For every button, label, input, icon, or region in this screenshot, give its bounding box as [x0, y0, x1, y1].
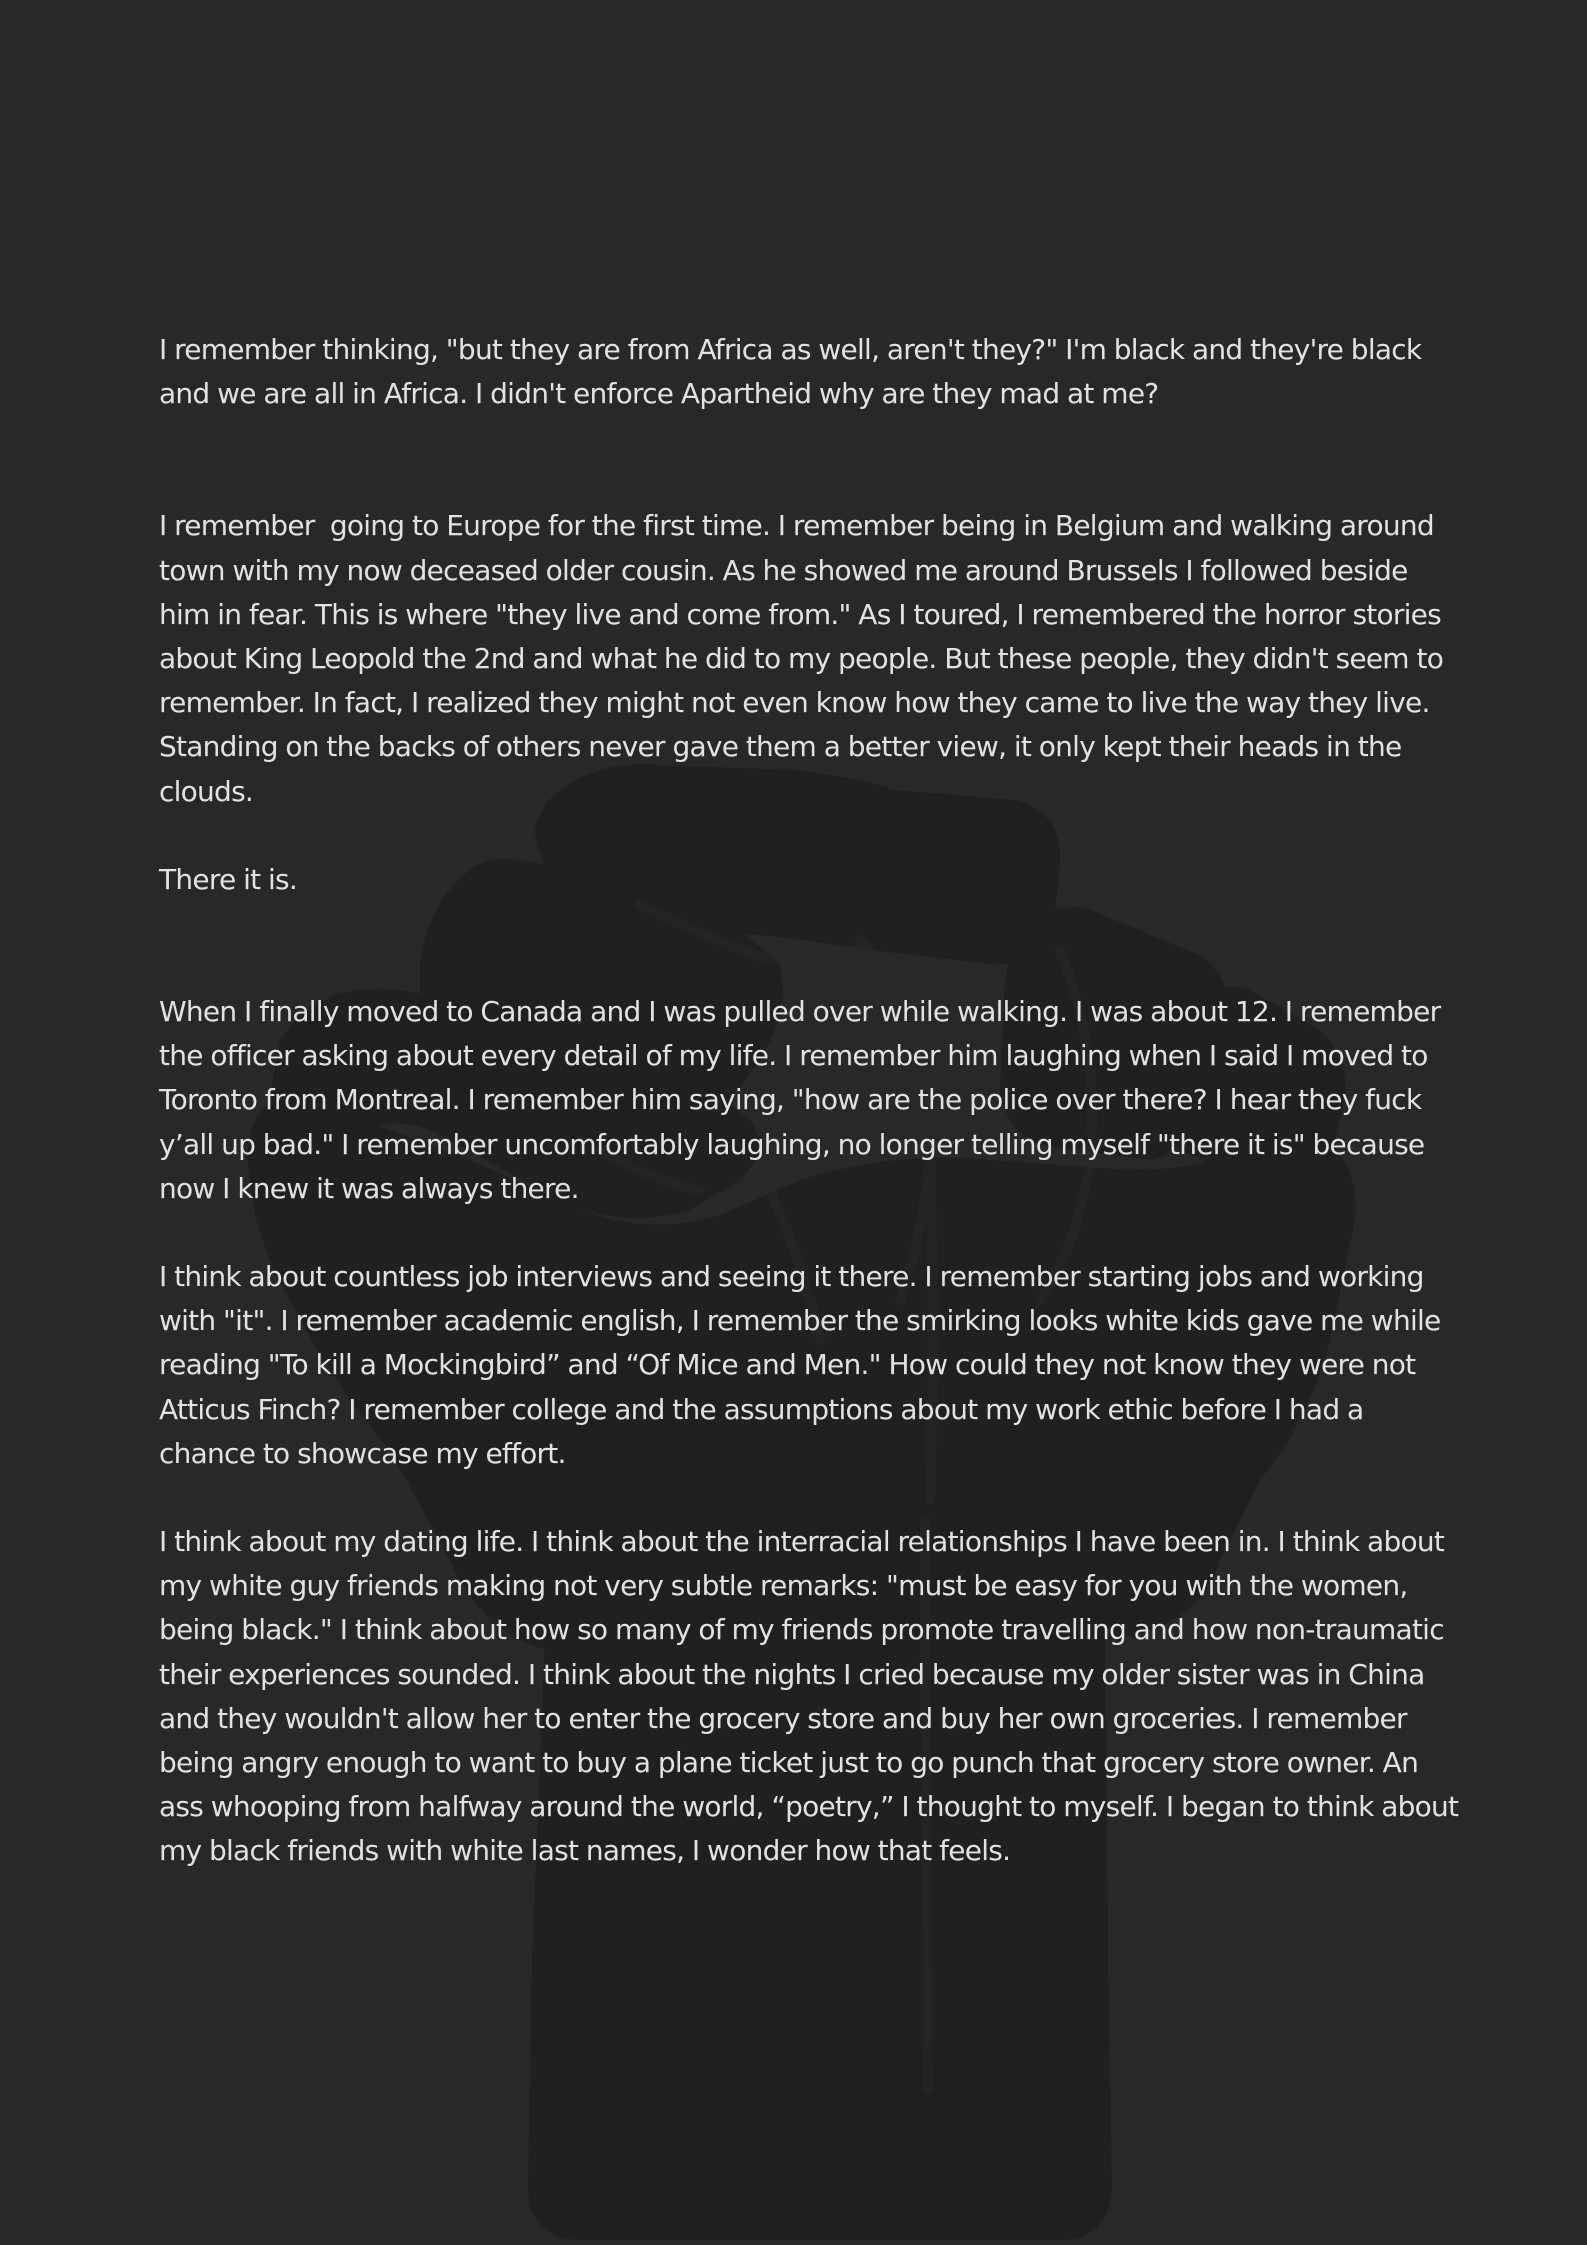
paragraph-job-interviews: I think about countless job interviews and seeing it there. I remember starting jobs and working with "it". I remember academic english, I remember the smirking looks white kids gave me while reading "To kill a Mockingbird” and “Of Mice and Men." How could they not know they were not Atticus Finch? I remember college and the assumptions about my work ethic before I had a chance to showcase my effort. — [159, 1260, 1449, 1470]
paragraph-spacer — [159, 814, 1459, 858]
paragraph-apartheid: I remember thinking, "but they are from Africa as well, aren't they?" I'm black and they're black and we are all in Africa. I didn't enforce Apartheid why are they mad at me? — [159, 333, 1430, 411]
paragraph-spacer — [159, 902, 1459, 990]
paragraph-spacer — [159, 416, 1459, 504]
paragraph-spacer — [159, 1476, 1459, 1520]
paragraph-spacer — [159, 1211, 1459, 1255]
paragraph-europe: I remember going to Europe for the first time. I remember being in Belgium and walking around town with my now deceased older cousin. As he showed me around Brussels I followed beside him in fear. This is where "they live and come from." As I toured, I remembered the horror stories about King Leopold the 2nd and what he did to my people. But these people, they didn't seem to remember. In fact, I realized they might not even know how they came to live the way they live. Standing on the backs of others never gave them a better view, it only kept their heads in the clouds. — [159, 509, 1451, 808]
paragraph-dating-life: I think about my dating life. I think about the interracial relationships I have been in. I think about my white guy friends making not very subtle remarks: "must be easy for you with the women, being black." I think about how so many of my friends promote travelling and how non-traumatic their experiences sounded. I think about the nights I cried because my older sister was in China and they wouldn't allow her to enter the grocery store and buy her own groceries. I remember being angry enough to want to buy a plane ticket just to go punch that grocery store owner. An ass whooping from halfway around the world, “poetry,” I thought to myself. I began to think about my black friends with white last names, I wonder how that feels. — [159, 1525, 1466, 1868]
document-body — [159, 328, 1466, 1874]
paragraph-there-it-is: There it is. — [159, 862, 298, 896]
paragraph-canada: When I finally moved to Canada and I was pulled over while walking. I was about 12. I remember the officer asking about every detail of my life. I remember him laughing when I said I moved to Toronto from Montreal. I remember him saying, "how are the police over there? I hear they fuck y’all up bad." I remember uncomfortably laughing, no longer telling myself "there it is" because now I knew it was always there. — [159, 995, 1448, 1205]
